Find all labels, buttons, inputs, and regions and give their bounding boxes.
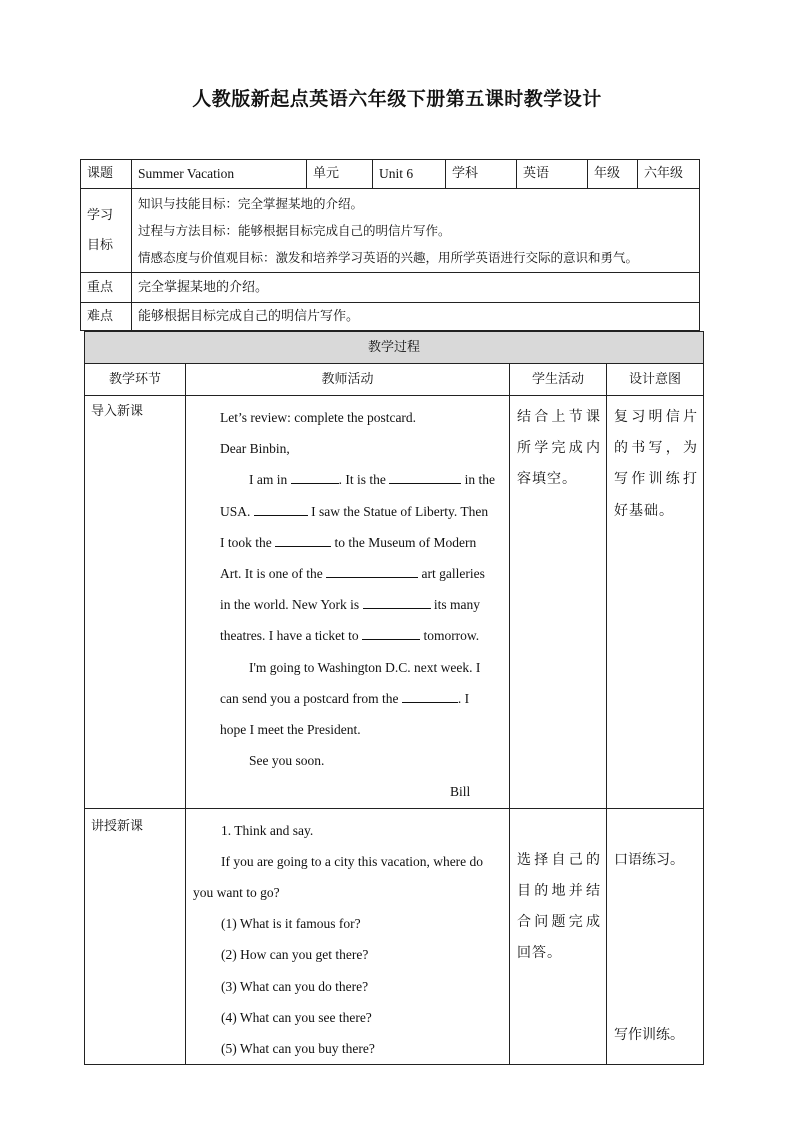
- page-title: 人教版新起点英语六年级下册第五课时教学设计: [192, 88, 602, 110]
- unit-value: Unit 6: [373, 160, 446, 189]
- topic-label: 课题: [81, 160, 132, 189]
- postcard-greeting: Dear Binbin,: [220, 441, 290, 457]
- question-1: (1) What is it famous for?: [221, 916, 361, 932]
- task-title: 1. Think and say.: [221, 822, 314, 838]
- process-header: 教学过程: [85, 332, 704, 364]
- grade-label: 年级: [588, 160, 638, 189]
- lesson-info-table: [80, 159, 700, 331]
- topic-value: Summer Vacation: [132, 160, 307, 189]
- postcard-line: in the world. New York is its many: [220, 597, 481, 613]
- design-intent-new-lesson: [607, 808, 704, 1065]
- postcard-line: Art. It is one of the art galleries: [220, 566, 485, 582]
- postcard-line: can send you a postcard from the . I: [220, 690, 470, 706]
- task-prompt: If you are going to a city this vacation, where do: [221, 853, 484, 869]
- goal-process: 过程与方法目标：能够根据目标完成自己的明信片写作。: [138, 223, 451, 238]
- postcard-signature: Bill: [450, 784, 471, 800]
- postcard-line: I am in . It is the in the: [249, 472, 495, 488]
- teacher-activity-new-lesson: [186, 808, 510, 1065]
- goals-label-line-2: 目标: [87, 237, 114, 253]
- intent-writing-practice: 写作训练。: [614, 1026, 684, 1043]
- blank: [389, 472, 461, 484]
- blank: [402, 691, 458, 703]
- unit-label: 单元: [307, 160, 373, 189]
- blank: [363, 597, 431, 609]
- intent-oral-practice: 口语练习。: [614, 851, 684, 868]
- subject-label: 学科: [446, 160, 517, 189]
- review-instruction: Let’s review: complete the postcard.: [220, 410, 417, 425]
- question-3: (3) What can you do there?: [221, 978, 369, 994]
- col-stage-header: 教学环节: [85, 364, 186, 396]
- col-student-header: 学生活动: [510, 364, 607, 396]
- grade-value: 六年级: [638, 160, 700, 189]
- blank: [326, 566, 418, 578]
- blank: [254, 504, 308, 516]
- goals-label: [81, 189, 132, 273]
- stage-review: 导入新课: [85, 396, 186, 809]
- col-intent-header: 设计意图: [607, 364, 704, 396]
- design-intent-review: 复习明信片的书写，为写作训练打好基础。: [607, 396, 704, 809]
- question-2: (2) How can you get there?: [221, 947, 369, 963]
- blank: [362, 628, 420, 640]
- postcard-line: I took the to the Museum of Modern: [220, 534, 477, 550]
- goals-value: [132, 189, 700, 273]
- subject-value: 英语: [517, 160, 588, 189]
- postcard-line: USA. I saw the Statue of Liberty. Then: [220, 503, 489, 519]
- key-point-value: 完全掌握某地的介绍。: [132, 273, 700, 303]
- stage-new-lesson: 讲授新课: [85, 808, 186, 1065]
- goal-knowledge: 知识与技能目标：完全掌握某地的介绍。: [138, 196, 364, 211]
- postcard-line: theatres. I have a ticket to tomorrow.: [220, 628, 480, 644]
- difficulty-label: 难点: [81, 303, 132, 331]
- key-point-label: 重点: [81, 273, 132, 303]
- goal-attitude: 情感态度与价值观目标：激发和培养学习英语的兴趣，用所学英语进行交际的意识和勇气。: [138, 250, 639, 265]
- postcard-line: I'm going to Washington D.C. next week. I: [249, 659, 481, 675]
- student-activity-review: 结合上节课所学完成内容填空。: [510, 396, 607, 809]
- teacher-activity-review: [186, 396, 510, 809]
- blank: [275, 535, 331, 547]
- question-5: (5) What can you buy there?: [221, 1041, 375, 1057]
- col-teacher-header: 教师活动: [186, 364, 510, 396]
- difficulty-value: 能够根据目标完成自己的明信片写作。: [132, 303, 700, 331]
- student-activity-new-lesson: 选择自己的目的地并结合问题完成回答。: [510, 808, 607, 1065]
- task-prompt-cont: you want to go?: [193, 885, 280, 901]
- question-4: (4) What can you see there?: [221, 1009, 372, 1025]
- blank: [291, 472, 339, 484]
- teaching-process-table: [84, 331, 704, 1065]
- postcard-closing: See you soon.: [249, 753, 325, 769]
- postcard-line: hope I meet the President.: [220, 722, 361, 738]
- goals-label-line-1: 学习: [87, 207, 114, 223]
